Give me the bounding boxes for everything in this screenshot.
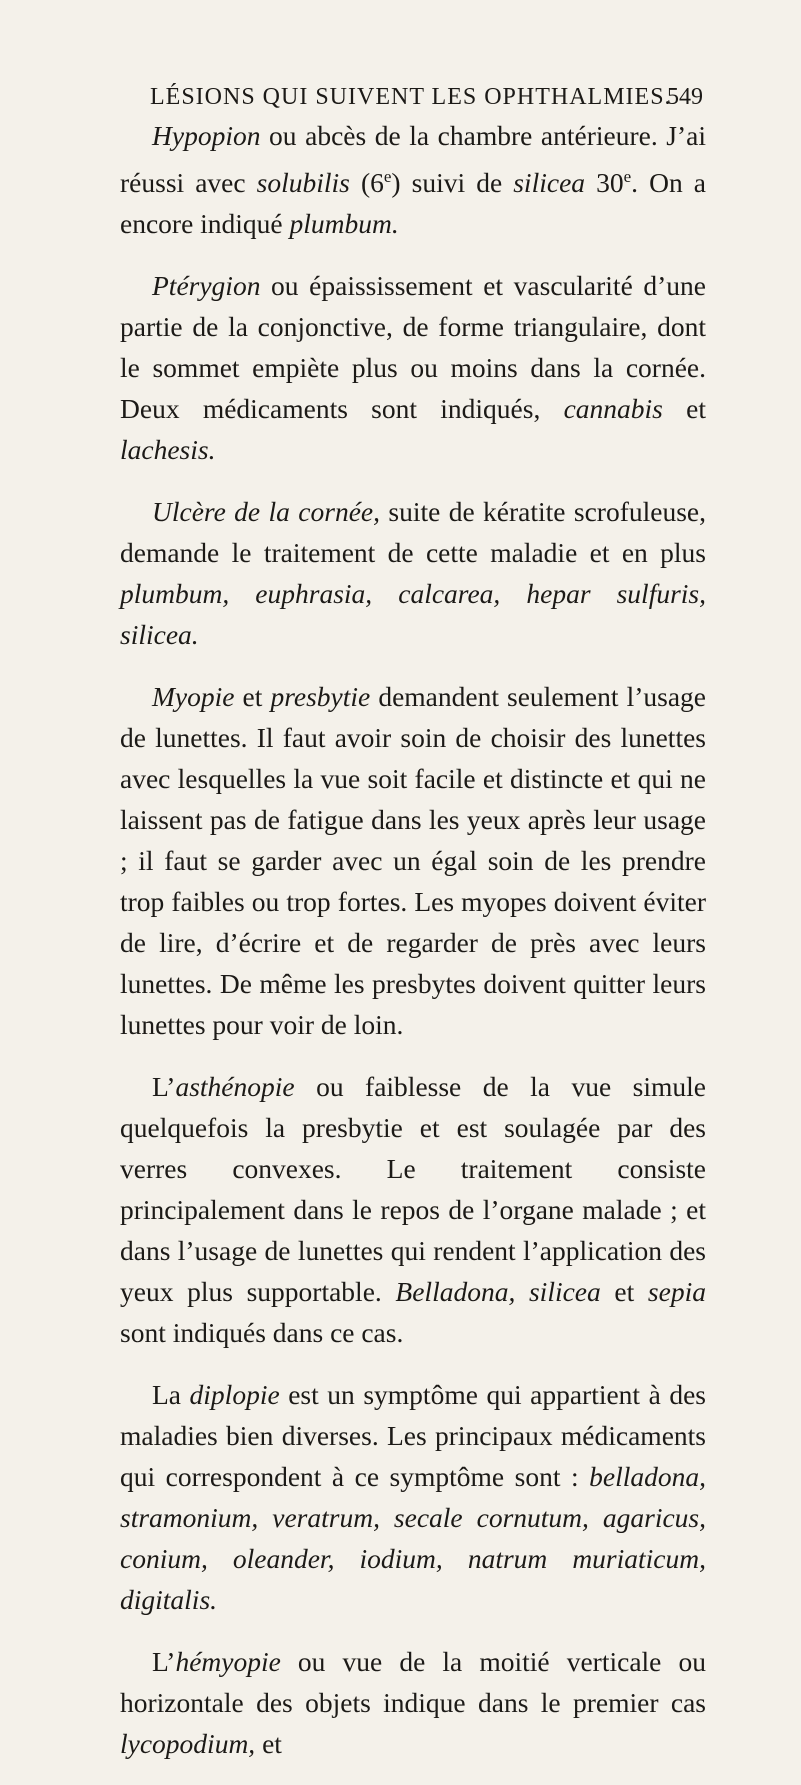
text-run: ou vue de la moitié verticale ou horizontale des objets indique dans le premier cas bbox=[120, 1646, 706, 1719]
paragraph bbox=[120, 1641, 706, 1764]
paragraph bbox=[120, 676, 706, 1045]
text-run: demandent seulement l’usage de lunettes. Il faut avoir soin de choisir des lunettes avec lesquelles la vue soit facile et distincte et qui ne laissent pas de fatigue dans les yeux après leur usage ; il faut se garder avec un égal soin de les prendre trop faibles ou trop fortes. Les myopes doivent éviter de lire, d’écrire et de regarder de près avec leurs lunettes. De même les presbytes doivent quitter leurs lunettes pour voir de loin. bbox=[120, 681, 706, 1041]
italic-term: presbytie bbox=[270, 681, 371, 713]
text-run: ou épaississement et vascularité d’une partie de la conjonctive, de forme triangulaire, dont le sommet empiète plus ou moins dans la cornée. Deux médicaments sont indiqués, bbox=[120, 270, 706, 425]
text-run: ou faiblesse de la vue simule quelquefois la presbytie et est soulagée par des verres convexes. Le traitement consiste principalement dans le repos de l’organe malade ; et dans l’usage de lunettes qui rendent l’application des yeux plus supportable. bbox=[120, 1071, 706, 1308]
text-run: est un symptôme qui appartient à des maladies bien diverses. Les principaux médicaments qui correspondent à ce symptôme sont : bbox=[120, 1379, 706, 1493]
paragraph bbox=[120, 115, 706, 244]
running-title: LÉSIONS QUI SUIVENT LES OPHTHALMIES. bbox=[150, 84, 672, 110]
italic-term: Ptérygion bbox=[152, 270, 261, 302]
text-run: et bbox=[255, 1728, 282, 1760]
text-run: ou abcès de la chambre antérieure. J’ai réussi avec bbox=[120, 120, 706, 199]
page-body bbox=[120, 115, 706, 1785]
italic-term: Ulcère de la cornée, bbox=[152, 496, 380, 528]
page-number: 549 bbox=[667, 84, 703, 110]
paragraph bbox=[120, 1374, 706, 1620]
italic-term: belladona, stramonium, veratrum, secale cornutum, agaricus, conium, oleander, iodium, natrum muriaticum, digitalis. bbox=[120, 1461, 706, 1616]
text-run: L’ bbox=[152, 1646, 176, 1678]
text-run: suite de kératite scrofuleuse, demande le traitement de cette maladie et en plus bbox=[120, 496, 706, 569]
paragraph bbox=[120, 1066, 706, 1353]
text-run: (6 bbox=[349, 167, 384, 199]
text-run: et bbox=[662, 393, 706, 425]
text-run: et bbox=[600, 1276, 648, 1308]
text-run: e bbox=[623, 167, 632, 186]
italic-term: Belladona, silicea bbox=[395, 1276, 601, 1308]
italic-term: diplopie bbox=[189, 1379, 280, 1411]
text-run: . On a encore indiqué bbox=[120, 167, 706, 240]
italic-term: cannabis bbox=[563, 393, 663, 425]
italic-term: silicea bbox=[513, 167, 586, 199]
italic-term: plumbum. bbox=[289, 208, 399, 240]
text-run: e bbox=[383, 167, 392, 186]
italic-term: plumbum, euphrasia, calcarea, hepar sulfuris, silicea. bbox=[120, 578, 706, 651]
italic-term: Hypopion bbox=[152, 120, 261, 151]
italic-term: lachesis. bbox=[120, 434, 216, 466]
text-run: ) suivi de bbox=[391, 167, 514, 199]
text-run: L’ bbox=[152, 1071, 176, 1103]
italic-term: sepia bbox=[647, 1276, 706, 1308]
italic-term: lycopodium, bbox=[120, 1728, 256, 1760]
text-run: et bbox=[234, 681, 271, 713]
running-header bbox=[118, 82, 703, 112]
text-run: La bbox=[152, 1379, 190, 1411]
text-run: sont indiqués dans ce cas. bbox=[120, 1317, 404, 1349]
paragraph bbox=[120, 265, 706, 470]
text-run: 30 bbox=[585, 167, 624, 199]
italic-term: Myopie bbox=[152, 681, 235, 713]
italic-term: asthénopie bbox=[175, 1071, 295, 1103]
paragraph bbox=[120, 491, 706, 655]
italic-term: hémyopie bbox=[175, 1646, 281, 1678]
italic-term: solubilis bbox=[256, 167, 350, 199]
